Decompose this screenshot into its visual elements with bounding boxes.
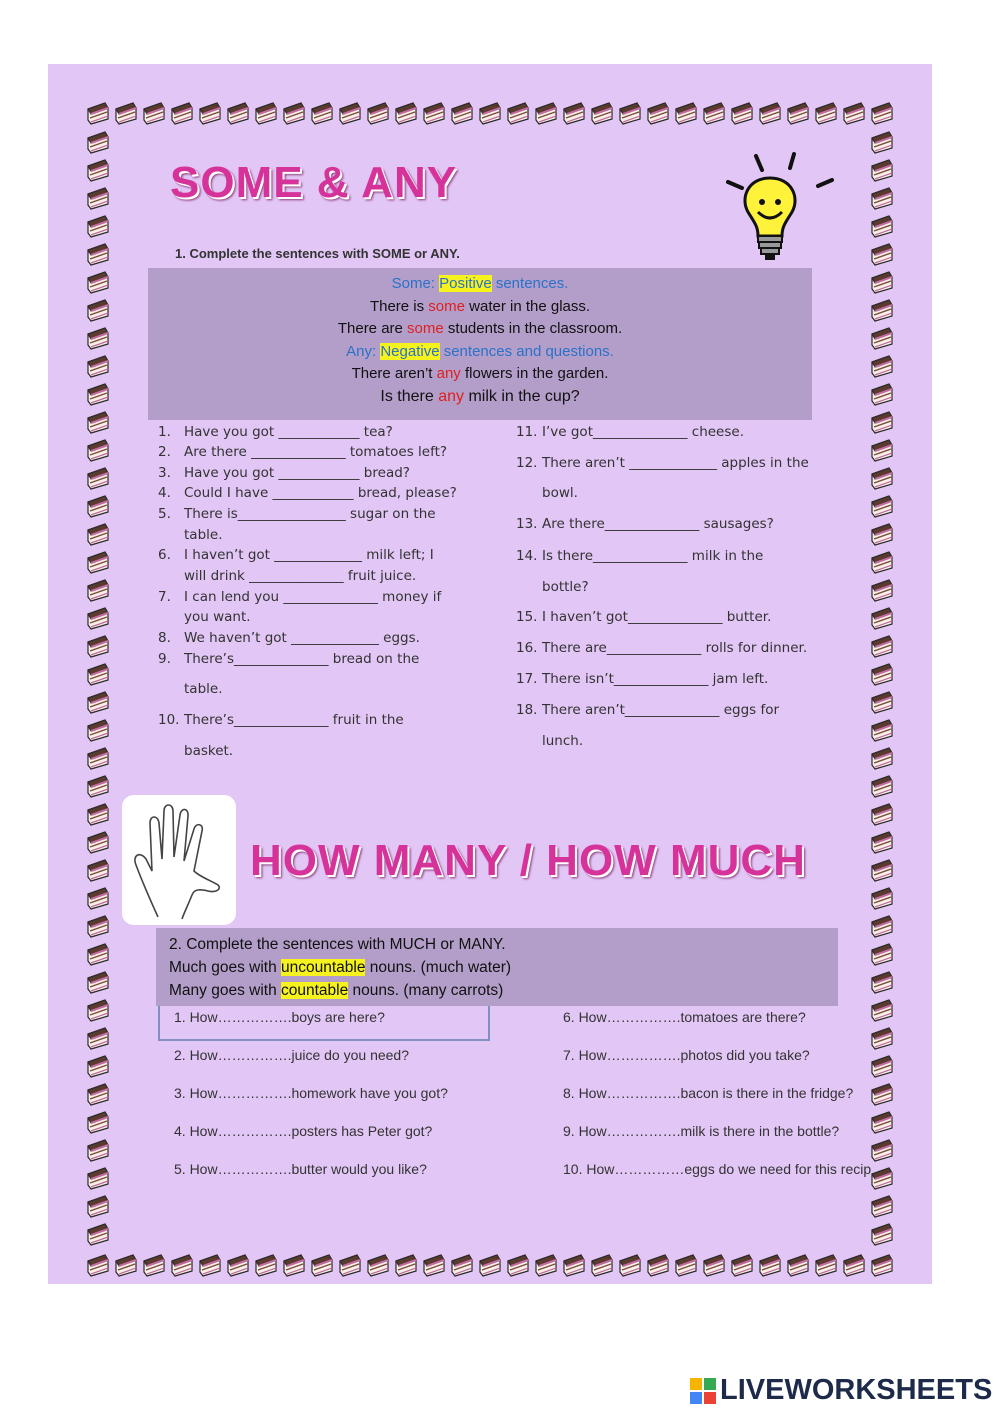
cake-slice-icon bbox=[85, 1081, 111, 1107]
cake-slice-icon bbox=[85, 941, 111, 967]
section2-title: HOW MANY / HOW MUCH bbox=[250, 836, 806, 885]
cake-slice-icon bbox=[505, 1252, 531, 1278]
cake-slice-icon bbox=[477, 1252, 503, 1278]
item-number: 16. bbox=[516, 640, 538, 656]
cake-slice-icon bbox=[85, 549, 111, 575]
cake-slice-icon bbox=[785, 100, 811, 126]
cake-slice-icon bbox=[85, 129, 111, 155]
cake-slice-icon bbox=[141, 100, 167, 126]
exercise-sentence bbox=[516, 702, 779, 718]
cake-slice-icon bbox=[85, 857, 111, 883]
sentence-text: you want. bbox=[184, 609, 251, 625]
cake-slice-icon bbox=[869, 549, 895, 575]
cake-slice-icon bbox=[85, 885, 111, 911]
cake-slice-icon bbox=[869, 941, 895, 967]
cake-slice-icon bbox=[225, 1252, 251, 1278]
item-number: 9. bbox=[158, 651, 171, 667]
cake-slice-icon bbox=[869, 381, 895, 407]
hand-icon bbox=[122, 795, 236, 925]
cake-slice-icon bbox=[85, 829, 111, 855]
cake-slice-icon bbox=[869, 605, 895, 631]
logo-text: LIVEWORKSHEETS bbox=[720, 1374, 993, 1406]
cake-slice-icon bbox=[337, 100, 363, 126]
example-text: water in the glass. bbox=[464, 297, 591, 315]
rule-highlight: Positive bbox=[439, 275, 492, 292]
cake-slice-icon bbox=[477, 100, 503, 126]
cake-slice-icon bbox=[673, 1252, 699, 1278]
exercise-sentence bbox=[158, 444, 447, 460]
item-number: 7. bbox=[158, 589, 171, 605]
rule-text: nouns. (many carrots) bbox=[348, 982, 504, 999]
exercise-sentence bbox=[158, 712, 404, 728]
sentence-text: There aren’t______________ eggs for bbox=[542, 702, 780, 718]
cake-slice-icon bbox=[533, 100, 559, 126]
cake-slice-icon bbox=[309, 100, 335, 126]
cake-slice-icon bbox=[869, 157, 895, 183]
rule-label: Some: bbox=[391, 275, 440, 292]
cake-slice-icon bbox=[85, 997, 111, 1023]
cake-slice-icon bbox=[85, 1252, 111, 1278]
cake-border-bottom bbox=[84, 1251, 896, 1279]
exercise-sentence bbox=[158, 743, 233, 759]
item-number: 3. bbox=[158, 465, 171, 481]
exercise-sentence bbox=[516, 640, 807, 656]
sentence-text: lunch. bbox=[542, 733, 584, 749]
cake-slice-icon bbox=[869, 885, 895, 911]
rule-highlight: uncountable bbox=[281, 959, 366, 976]
cake-border-top bbox=[84, 99, 896, 127]
cake-slice-icon bbox=[421, 100, 447, 126]
cake-slice-icon bbox=[869, 521, 895, 547]
cake-slice-icon bbox=[85, 381, 111, 407]
cake-slice-icon bbox=[449, 100, 475, 126]
cake-slice-icon bbox=[85, 1053, 111, 1079]
liveworksheets-logo bbox=[690, 1374, 992, 1407]
question-text: 10. How……………eggs do we need for this recip bbox=[563, 1161, 872, 1177]
question-text: 5. How…………….butter would you like? bbox=[174, 1161, 427, 1177]
cake-slice-icon bbox=[85, 773, 111, 799]
exercise-sentence bbox=[158, 681, 222, 697]
cake-slice-icon bbox=[85, 1025, 111, 1051]
cake-slice-icon bbox=[869, 353, 895, 379]
exercise-sentence bbox=[158, 609, 251, 625]
sentence-text: There aren’t _____________ apples in the bbox=[542, 455, 809, 471]
sentence-text: I haven’t got______________ butter. bbox=[542, 609, 772, 625]
cake-slice-icon bbox=[85, 605, 111, 631]
cake-slice-icon bbox=[589, 100, 615, 126]
item-number: 13. bbox=[516, 516, 538, 532]
cake-slice-icon bbox=[869, 465, 895, 491]
rule-highlight: countable bbox=[281, 982, 349, 999]
item-number: 15. bbox=[516, 609, 538, 625]
much-many-rule-box bbox=[156, 928, 838, 1006]
exercise-sentence bbox=[516, 516, 774, 532]
sentence-text: There’s______________ fruit in the bbox=[184, 712, 404, 728]
example-text: Is there bbox=[380, 387, 439, 405]
cake-slice-icon bbox=[393, 100, 419, 126]
cake-slice-icon bbox=[85, 325, 111, 351]
cake-slice-icon bbox=[85, 689, 111, 715]
example-keyword: some bbox=[428, 297, 465, 315]
cake-slice-icon bbox=[869, 1165, 895, 1191]
sentence-text: bottle? bbox=[542, 579, 589, 595]
cake-slice-icon bbox=[169, 1252, 195, 1278]
cake-slice-icon bbox=[85, 353, 111, 379]
cake-slice-icon bbox=[869, 437, 895, 463]
cake-slice-icon bbox=[169, 100, 195, 126]
exercise-sentence bbox=[158, 589, 441, 605]
cake-slice-icon bbox=[869, 1193, 895, 1219]
cake-slice-icon bbox=[589, 1252, 615, 1278]
question-text: 6. How…………….tomatoes are there? bbox=[563, 1009, 806, 1025]
item-number: 6. bbox=[158, 547, 171, 563]
cake-slice-icon bbox=[505, 100, 531, 126]
item-number: 17. bbox=[516, 671, 538, 687]
cake-slice-icon bbox=[365, 1252, 391, 1278]
sentence-text: basket. bbox=[184, 743, 234, 759]
cake-slice-icon bbox=[85, 633, 111, 659]
item-number: 5. bbox=[158, 506, 171, 522]
cake-slice-icon bbox=[757, 100, 783, 126]
sentence-text: will drink ______________ fruit juice. bbox=[184, 568, 417, 584]
sentence-text: Could I have ____________ bread, please? bbox=[184, 485, 457, 501]
cake-slice-icon bbox=[85, 297, 111, 323]
item-number: 2. bbox=[158, 444, 171, 460]
item-number: 1. bbox=[158, 424, 171, 440]
cake-slice-icon bbox=[813, 1252, 839, 1278]
rule-text: sentences and questions. bbox=[439, 342, 614, 360]
cake-slice-icon bbox=[85, 661, 111, 687]
question-text: 7. How…………….photos did you take? bbox=[563, 1047, 810, 1063]
rule-text: sentences. bbox=[491, 275, 569, 292]
cake-slice-icon bbox=[785, 1252, 811, 1278]
sentence-text: table. bbox=[184, 527, 223, 543]
cake-slice-icon bbox=[113, 1252, 139, 1278]
cake-slice-icon bbox=[869, 100, 895, 126]
cake-slice-icon bbox=[85, 465, 111, 491]
question-text: 1. How…………….boys are here? bbox=[174, 1009, 385, 1025]
cake-slice-icon bbox=[337, 1252, 363, 1278]
exercise-sentence bbox=[516, 455, 809, 471]
cake-slice-icon bbox=[869, 857, 895, 883]
rule-text: Many goes with bbox=[169, 982, 281, 999]
cake-slice-icon bbox=[393, 1252, 419, 1278]
sentence-text: There is________________ sugar on the bbox=[184, 506, 436, 522]
cake-slice-icon bbox=[701, 1252, 727, 1278]
item-number: 12. bbox=[516, 455, 538, 471]
cake-slice-icon bbox=[869, 241, 895, 267]
cake-slice-icon bbox=[869, 1252, 895, 1278]
sentence-text: There isn’t______________ jam left. bbox=[542, 671, 769, 687]
rule-text: Much goes with bbox=[169, 959, 281, 976]
exercise-sentence bbox=[516, 485, 578, 501]
cake-slice-icon bbox=[869, 969, 895, 995]
item-number: 10. bbox=[158, 712, 180, 728]
exercise-sentence bbox=[516, 548, 763, 564]
cake-slice-icon bbox=[85, 437, 111, 463]
cake-slice-icon bbox=[869, 269, 895, 295]
cake-slice-icon bbox=[869, 829, 895, 855]
cake-slice-icon bbox=[869, 1221, 895, 1247]
cake-slice-icon bbox=[561, 100, 587, 126]
cake-slice-icon bbox=[85, 1137, 111, 1163]
exercise-sentence bbox=[516, 671, 768, 687]
example-keyword: any bbox=[436, 365, 461, 382]
rule-text: nouns. (much water) bbox=[365, 959, 512, 976]
cake-slice-icon bbox=[869, 717, 895, 743]
sentence-text: I haven’t got _____________ milk left; I bbox=[184, 547, 434, 563]
cake-slice-icon bbox=[85, 269, 111, 295]
cake-slice-icon bbox=[813, 100, 839, 126]
cake-slice-icon bbox=[85, 1165, 111, 1191]
cake-slice-icon bbox=[309, 1252, 335, 1278]
cake-slice-icon bbox=[869, 213, 895, 239]
cake-slice-icon bbox=[869, 913, 895, 939]
cake-slice-icon bbox=[701, 100, 727, 126]
cake-slice-icon bbox=[869, 577, 895, 603]
exercise-sentence bbox=[158, 651, 419, 667]
cake-slice-icon bbox=[645, 1252, 671, 1278]
cake-slice-icon bbox=[869, 633, 895, 659]
cake-slice-icon bbox=[869, 1109, 895, 1135]
cake-slice-icon bbox=[841, 100, 867, 126]
item-number: 18. bbox=[516, 702, 538, 718]
cake-slice-icon bbox=[85, 717, 111, 743]
cake-slice-icon bbox=[85, 801, 111, 827]
item-number: 4. bbox=[158, 485, 171, 501]
cake-slice-icon bbox=[421, 1252, 447, 1278]
item-number: 14. bbox=[516, 548, 538, 564]
cake-slice-icon bbox=[85, 493, 111, 519]
cake-slice-icon bbox=[85, 213, 111, 239]
cake-slice-icon bbox=[281, 1252, 307, 1278]
exercise-sentence bbox=[516, 733, 583, 749]
cake-slice-icon bbox=[85, 409, 111, 435]
cake-slice-icon bbox=[85, 913, 111, 939]
cake-slice-icon bbox=[85, 745, 111, 771]
sentence-text: Is there______________ milk in the bbox=[542, 548, 764, 564]
cake-slice-icon bbox=[449, 1252, 475, 1278]
sentence-text: Have you got ____________ bread? bbox=[184, 465, 410, 481]
cake-slice-icon bbox=[729, 1252, 755, 1278]
example-keyword: any bbox=[438, 387, 464, 405]
cake-slice-icon bbox=[85, 157, 111, 183]
cake-slice-icon bbox=[673, 100, 699, 126]
cake-slice-icon bbox=[85, 185, 111, 211]
question-text: 2. How…………….juice do you need? bbox=[174, 1047, 409, 1063]
cake-slice-icon bbox=[869, 325, 895, 351]
cake-slice-icon bbox=[141, 1252, 167, 1278]
cake-slice-icon bbox=[365, 100, 391, 126]
question-text: 8. How…………….bacon is there in the fridge? bbox=[563, 1085, 854, 1101]
sentence-text: Have you got ____________ tea? bbox=[184, 424, 393, 440]
cake-slice-icon bbox=[869, 129, 895, 155]
exercise-sentence bbox=[158, 527, 222, 543]
exercise-sentence bbox=[158, 568, 416, 584]
cake-slice-icon bbox=[869, 689, 895, 715]
cake-slice-icon bbox=[869, 801, 895, 827]
cake-slice-icon bbox=[533, 1252, 559, 1278]
cake-slice-icon bbox=[869, 1053, 895, 1079]
question-text: 4. How…………….posters has Peter got? bbox=[174, 1123, 433, 1139]
cake-slice-icon bbox=[869, 297, 895, 323]
cake-slice-icon bbox=[869, 745, 895, 771]
sentence-text: I can lend you ______________ money if bbox=[184, 589, 442, 605]
exercise-sentence bbox=[158, 465, 410, 481]
exercise-sentence bbox=[516, 579, 589, 595]
cake-slice-icon bbox=[869, 661, 895, 687]
section2-instruction: 2. Complete the sentences with MUCH or MANY. bbox=[169, 936, 506, 953]
cake-slice-icon bbox=[85, 577, 111, 603]
cake-slice-icon bbox=[85, 1221, 111, 1247]
exercise-sentence bbox=[158, 424, 393, 440]
example-text: There are bbox=[337, 320, 408, 337]
cake-slice-icon bbox=[869, 1025, 895, 1051]
cake-slice-icon bbox=[617, 1252, 643, 1278]
cake-slice-icon bbox=[869, 185, 895, 211]
exercise-sentence bbox=[516, 424, 744, 440]
cake-slice-icon bbox=[869, 1081, 895, 1107]
cake-slice-icon bbox=[617, 100, 643, 126]
exercise-sentence bbox=[158, 485, 457, 501]
sentence-text: Are there ______________ tomatoes left? bbox=[184, 444, 448, 460]
cake-slice-icon bbox=[85, 241, 111, 267]
exercise-sentence bbox=[158, 547, 434, 563]
sentence-text: There are______________ rolls for dinner. bbox=[542, 640, 808, 656]
example-text: There is bbox=[369, 297, 429, 315]
example-text: flowers in the garden. bbox=[460, 365, 609, 382]
sentence-text: Are there______________ sausages? bbox=[542, 516, 774, 532]
exercise-sentence bbox=[516, 609, 771, 625]
section1-title: SOME & ANY bbox=[170, 158, 458, 207]
cake-slice-icon bbox=[869, 409, 895, 435]
item-number: 11. bbox=[516, 424, 538, 440]
lightbulb-icon bbox=[718, 150, 838, 270]
example-text: There aren’t bbox=[351, 365, 437, 382]
sentence-text: table. bbox=[184, 681, 223, 697]
grammar-rule-box bbox=[148, 268, 812, 420]
cake-border-left bbox=[84, 128, 112, 1250]
section1-instruction: 1. Complete the sentences with SOME or ANY. bbox=[175, 246, 460, 261]
item-number: 8. bbox=[158, 630, 171, 646]
sentence-text: We haven’t got _____________ eggs. bbox=[184, 630, 420, 646]
sentence-text: There’s______________ bread on the bbox=[184, 651, 420, 667]
cake-slice-icon bbox=[85, 100, 111, 126]
cake-slice-icon bbox=[869, 1137, 895, 1163]
example-text: students in the classroom. bbox=[443, 320, 623, 337]
cake-slice-icon bbox=[113, 100, 139, 126]
cake-slice-icon bbox=[197, 1252, 223, 1278]
cake-border-right bbox=[868, 128, 896, 1250]
cake-slice-icon bbox=[85, 969, 111, 995]
cake-slice-icon bbox=[197, 100, 223, 126]
example-keyword: some bbox=[407, 320, 444, 337]
cake-slice-icon bbox=[869, 493, 895, 519]
logo-icon bbox=[690, 1378, 716, 1404]
cake-slice-icon bbox=[281, 100, 307, 126]
sentence-text: bowl. bbox=[542, 485, 578, 501]
exercise-sentence bbox=[158, 506, 436, 522]
cake-slice-icon bbox=[869, 997, 895, 1023]
cake-slice-icon bbox=[253, 100, 279, 126]
question-text: 9. How…………….milk is there in the bottle? bbox=[563, 1123, 840, 1139]
cake-slice-icon bbox=[85, 521, 111, 547]
rule-highlight: Negative bbox=[380, 342, 440, 360]
cake-slice-icon bbox=[561, 1252, 587, 1278]
cake-slice-icon bbox=[645, 100, 671, 126]
cake-slice-icon bbox=[869, 773, 895, 799]
cake-slice-icon bbox=[729, 100, 755, 126]
cake-slice-icon bbox=[225, 100, 251, 126]
cake-slice-icon bbox=[841, 1252, 867, 1278]
question-text: 3. How…………….homework have you got? bbox=[174, 1085, 448, 1101]
sentence-text: I’ve got______________ cheese. bbox=[542, 424, 744, 440]
cake-slice-icon bbox=[253, 1252, 279, 1278]
rule-label: Any: bbox=[346, 342, 381, 360]
example-text: milk in the cup? bbox=[464, 387, 580, 405]
cake-slice-icon bbox=[85, 1193, 111, 1219]
cake-slice-icon bbox=[85, 1109, 111, 1135]
exercise-sentence bbox=[158, 630, 420, 646]
cake-slice-icon bbox=[757, 1252, 783, 1278]
